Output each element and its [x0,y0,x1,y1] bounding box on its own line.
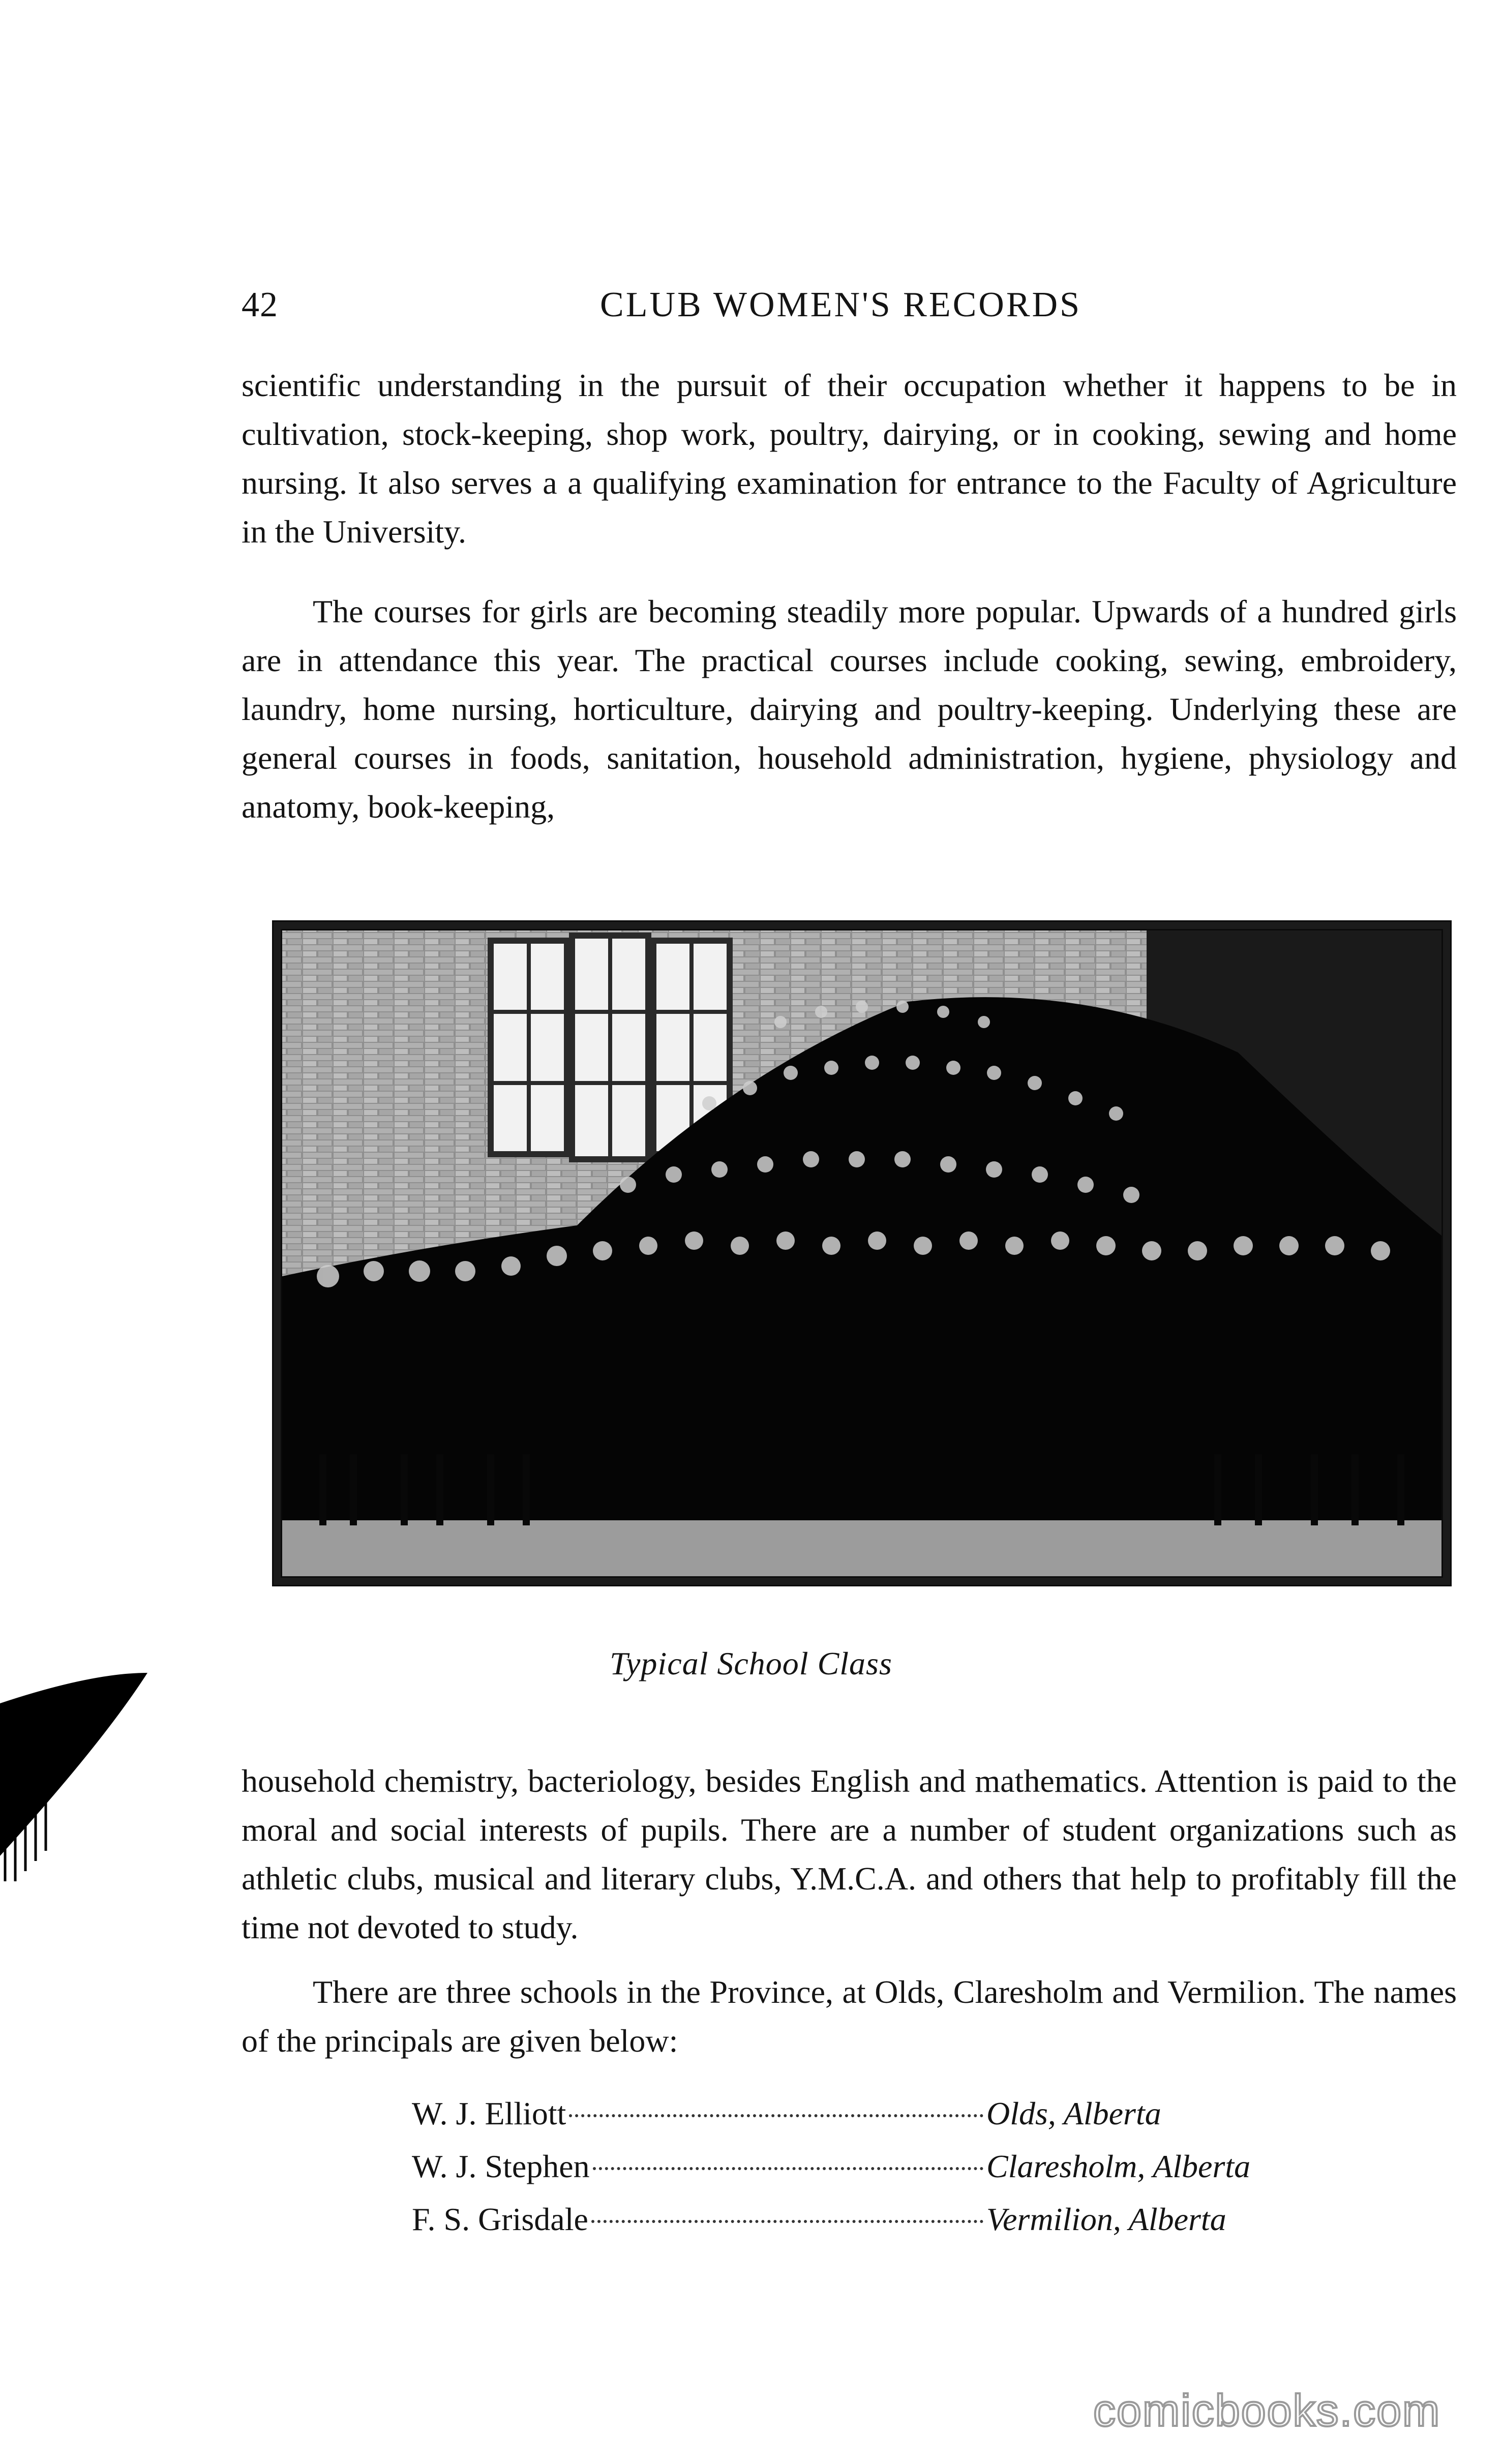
principal-name: W. J. Elliott [412,2095,566,2131]
paragraph-student-life [242,1757,1457,1952]
paragraph-text: The courses for girls are becoming steadily more popular. Upwards of a hundred girls are in attendance this year. The practical courses include cooking, sewing, embroidery, laundry, home nursing, horticulture, dairying and poultry-keeping. Underlying these are general courses in foods, sanitation, household administration, hygiene, physiology and anatomy, book-keeping, [242,593,1457,825]
photo-image [272,920,1452,1586]
watermark-text: comicbooks.com [1093,2385,1441,2436]
principal-location: Olds, Alberta [986,2095,1161,2131]
principal-name: W. J. Stephen [412,2148,590,2184]
page-number: 42 [242,285,278,324]
photo-caption: Typical School Class [610,1645,892,1681]
running-head [0,285,1502,336]
principal-row [412,2148,1302,2201]
header-title: CLUB WOMEN'S RECORDS [600,285,1082,324]
binding-shadow [0,1642,153,1907]
leader-dots [591,2220,983,2223]
leader-dots [569,2114,983,2117]
paragraph-girls-courses [242,587,1457,831]
paragraph-text: scientific understanding in the pursuit of their occupation whether it happens to be in cultivation, stock-keeping, shop work, poultry, dairying, or in cooking, sewing and home nursing. It also serves a a qualifying examination for entrance to the Faculty of Agriculture in the University. [242,367,1457,550]
leader-dots [593,2167,983,2170]
principal-location: Vermilion, Alberta [986,2201,1226,2237]
paragraph-text: household chemistry, bacteriology, besides English and mathematics. Attention is paid to the moral and social interests of pupils. There are a number of student organizations such as athletic clubs, musical and literary clubs, Y.M.C.A. and others that help to profitably fill the time not devoted to study. [242,1763,1457,1945]
paragraph-schools [242,1968,1457,2065]
principal-name: F. S. Grisdale [412,2201,588,2237]
paragraph-text: There are three schools in the Province, at Olds, Claresholm and Vermilion. The names of the principals are given below: [242,1974,1457,2059]
principal-row [412,2095,1302,2148]
principals-list [412,2095,1302,2253]
school-class-photo [272,920,1452,1586]
principal-location: Claresholm, Alberta [986,2148,1251,2184]
principal-row [412,2201,1302,2253]
paragraph-continuation [242,361,1457,556]
